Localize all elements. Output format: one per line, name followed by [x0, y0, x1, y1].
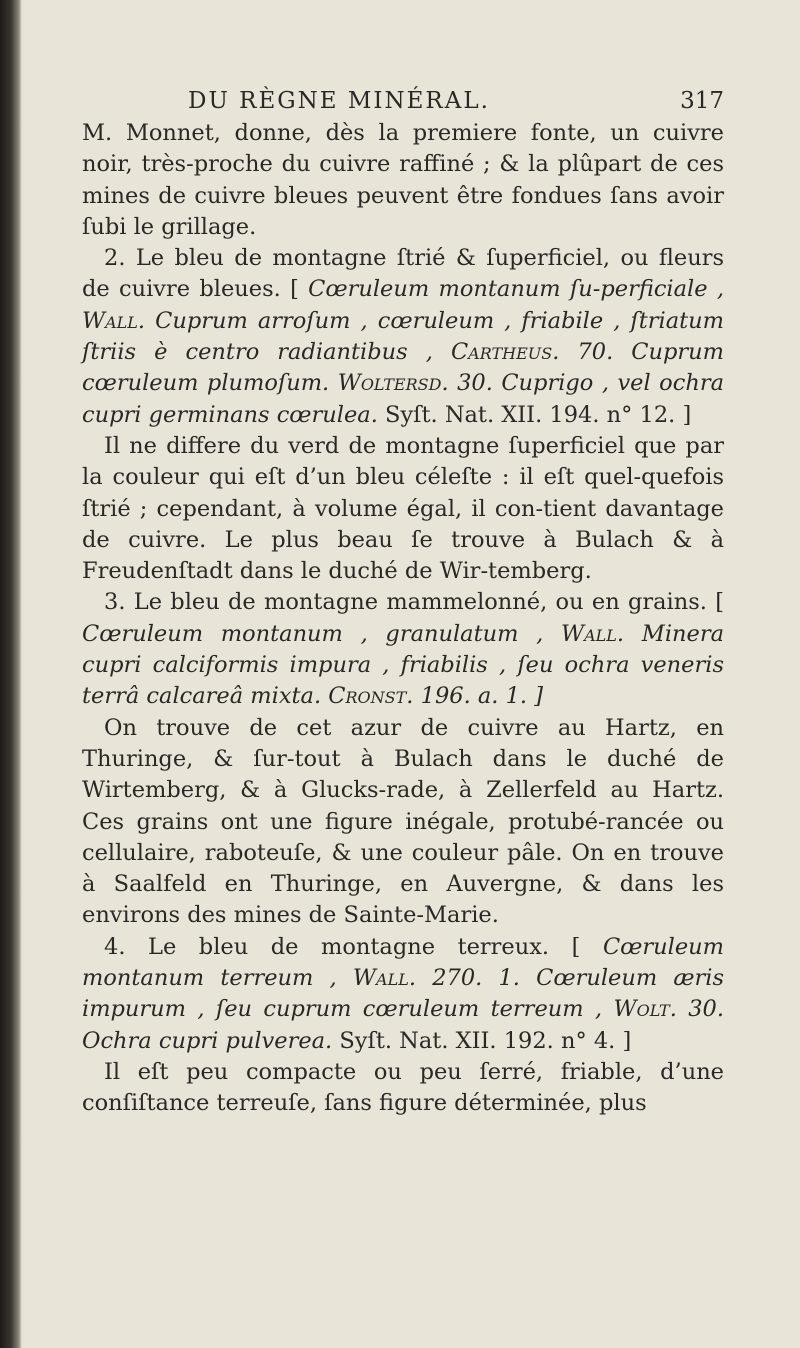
p2-latin-1: Cœruleum montanum ſu-perficiale , — [308, 276, 724, 303]
p4-text: 3. Le bleu de montagne mammelonné, ou en grains. [ — [104, 589, 724, 616]
p4-latin-1: Cœruleum montanum , granulatum , — [82, 620, 544, 647]
p4-author-1: Wall. — [561, 620, 625, 647]
p2-latin-4: 30. Cuprigo , vel ochra cupri germinans cœrulea. — [82, 370, 724, 428]
page-text — [82, 118, 724, 1120]
book-page — [82, 88, 724, 1120]
p2-author-1: Wall. — [82, 307, 146, 334]
p6-text: 4. Le bleu de montagne terreux. [ — [104, 933, 581, 960]
p2-author-3: Wolterſd. — [337, 370, 449, 397]
p2-reference: Syſt. Nat. XII. 194. n° 12. ] — [385, 401, 692, 428]
p6-latin-3: 30. Ochra cupri pulverea. — [82, 996, 724, 1054]
p4-latin-2: Minera cupri calciformis impura , friabilis , ſeu ochra veneris terrâ calcareâ mixta. — [82, 620, 725, 710]
p4-reference: 196. a. 1. ] — [420, 683, 543, 710]
p6-reference: Syſt. Nat. XII. 192. n° 4. ] — [339, 1027, 632, 1054]
paragraph-5: On trouve de cet azur de cuivre au Hartz, en Thuringe, & ſur-tout à Bulach dans le duché de Wirtemberg, & à Glucks-rade, à Zellerfeld au Hartz. Ces grains ont une figure inégale, protubé-rancée ou cellulaire, raboteuſe, & une couleur pâle. On en trouve à Saalfeld en Thuringe, en Auvergne, & dans les environs des mines de Sainte-Marie. — [82, 714, 724, 929]
p2-text: 2. Le bleu de montagne ſtrié & ſuperficiel, ou fleurs de cuivre bleues. [ — [82, 245, 724, 303]
p2-author-2: Cartheus. — [450, 339, 560, 366]
paragraph-2 — [82, 243, 724, 431]
p6-author-1: Wall. — [352, 965, 416, 992]
running-title: DU RÈGNE MINÉRAL. — [188, 88, 490, 114]
running-head — [82, 88, 724, 114]
book-spine-shadow — [0, 0, 22, 1348]
p6-author-2: Wolt. — [613, 996, 677, 1023]
p4-author-2: Cronst. — [328, 683, 414, 710]
paragraph-1: M. Monnet, donne, dès la premiere fonte, un cuivre noir, très-proche du cuivre raffiné ; & la plûpart de ces mines de cuivre bleues peuvent être fondues ſans avoir ſubi le grillage. — [82, 120, 724, 240]
paragraph-4 — [82, 587, 724, 712]
p2-latin-3: 70. Cuprum cœruleum plumoſum. — [82, 339, 724, 397]
page-number: 317 — [680, 88, 724, 114]
p6-latin-2: 270. 1. Cœruleum æris impurum , ſeu cuprum cœruleum terreum , — [82, 965, 725, 1023]
paragraph-6 — [82, 932, 724, 1057]
paragraph-3: Il ne differe du verd de montagne ſuperficiel que par la couleur qui eſt d’un bleu céleſte : il eſt quel-quefois ſtrié ; cependant, à volume égal, il con-tient davantage de cuivre. Le plus beau ſe trouve à Bulach & à Freudenſtadt dans le duché de Wir-temberg. — [82, 432, 724, 585]
p6-latin-1: Cœruleum montanum terreum , — [82, 933, 725, 992]
p2-latin-2: Cuprum arroſum , cœruleum , friabile , ſtriatum ſtriis è centro radiantibus , — [82, 307, 724, 366]
paragraph-7: Il eſt peu compacte ou peu ſerré, friable, d’une conſiſtance terreuſe, ſans figure déterminée, plus — [82, 1058, 724, 1117]
